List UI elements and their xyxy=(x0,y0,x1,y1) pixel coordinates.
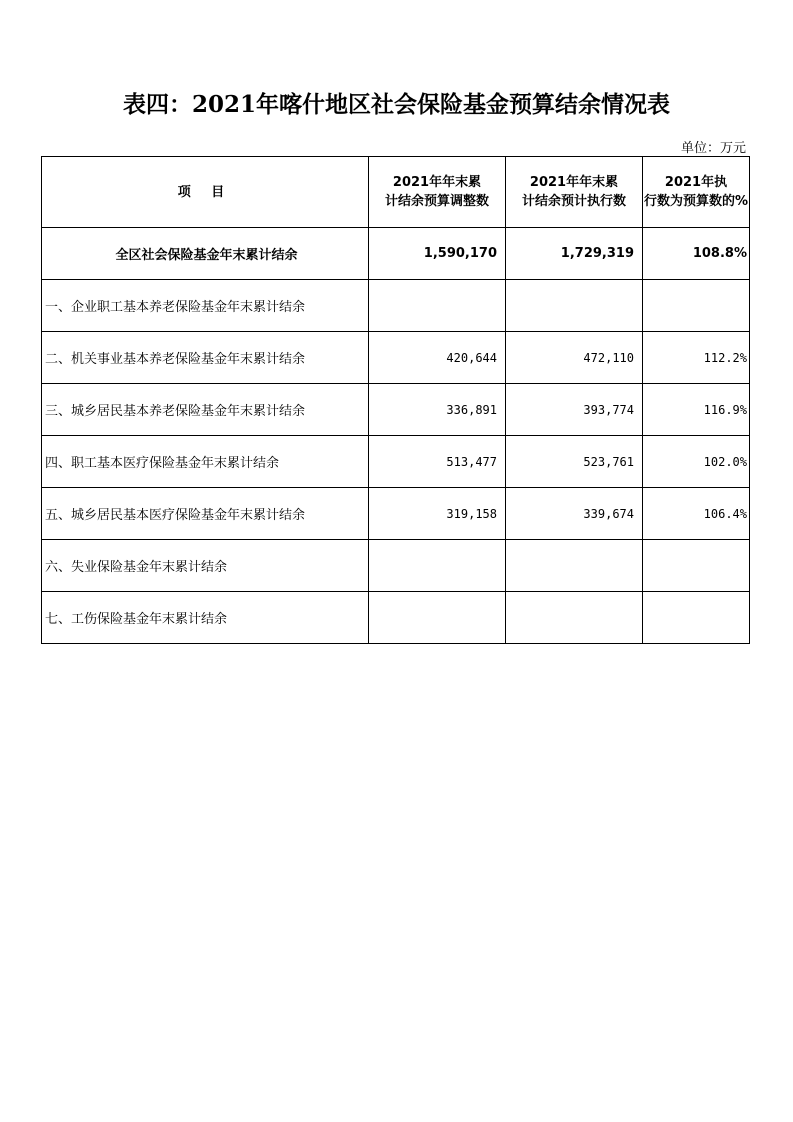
budget-balance-table xyxy=(41,156,750,644)
row-budget-adjusted xyxy=(369,592,506,644)
row-budget-adjusted: 336,891 xyxy=(369,384,506,436)
row-budget-adjusted xyxy=(369,280,506,332)
row-label: 三、城乡居民基本养老保险基金年末累计结余 xyxy=(42,384,369,436)
table-row xyxy=(42,592,750,644)
row-execution-ratio: 112.2% xyxy=(643,332,750,384)
table-row xyxy=(42,332,750,384)
table-row xyxy=(42,540,750,592)
row-budget-adjusted: 420,644 xyxy=(369,332,506,384)
row-label: 六、失业保险基金年末累计结余 xyxy=(42,540,369,592)
table-row xyxy=(42,384,750,436)
table-row xyxy=(42,280,750,332)
row-estimated-execution xyxy=(506,540,643,592)
unit-label: 单位：万元 xyxy=(680,141,746,156)
header-execution-ratio: 2021年执 行数为预算数的% xyxy=(643,157,750,228)
row-budget-adjusted: 319,158 xyxy=(369,488,506,540)
row-estimated-execution xyxy=(506,592,643,644)
table-header-row xyxy=(42,157,750,228)
row-label: 二、机关事业基本养老保险基金年末累计结余 xyxy=(42,332,369,384)
total-execution-ratio: 108.8% xyxy=(643,228,750,280)
row-estimated-execution: 339,674 xyxy=(506,488,643,540)
row-estimated-execution: 523,761 xyxy=(506,436,643,488)
table-row-total xyxy=(42,228,750,280)
row-estimated-execution: 393,774 xyxy=(506,384,643,436)
table-row xyxy=(42,436,750,488)
total-label: 全区社会保险基金年末累计结余 xyxy=(42,228,369,280)
row-execution-ratio xyxy=(643,592,750,644)
row-execution-ratio: 106.4% xyxy=(643,488,750,540)
table-row xyxy=(42,488,750,540)
header-budget-adjusted: 2021年年末累 计结余预算调整数 xyxy=(369,157,506,228)
row-label: 四、职工基本医疗保险基金年末累计结余 xyxy=(42,436,369,488)
row-label: 五、城乡居民基本医疗保险基金年末累计结余 xyxy=(42,488,369,540)
row-budget-adjusted: 513,477 xyxy=(369,436,506,488)
total-estimated-execution: 1,729,319 xyxy=(506,228,643,280)
row-execution-ratio: 102.0% xyxy=(643,436,750,488)
header-estimated-execution: 2021年年末累 计结余预计执行数 xyxy=(506,157,643,228)
header-item: 项 目 xyxy=(42,157,369,228)
row-estimated-execution xyxy=(506,280,643,332)
row-budget-adjusted xyxy=(369,540,506,592)
total-budget-adjusted: 1,590,170 xyxy=(369,228,506,280)
page-title: 表四：2021年喀什地区社会保险基金预算结余情况表 xyxy=(122,91,670,118)
row-execution-ratio: 116.9% xyxy=(643,384,750,436)
row-execution-ratio xyxy=(643,540,750,592)
row-execution-ratio xyxy=(643,280,750,332)
row-label: 一、企业职工基本养老保险基金年末累计结余 xyxy=(42,280,369,332)
row-label: 七、工伤保险基金年末累计结余 xyxy=(42,592,369,644)
row-estimated-execution: 472,110 xyxy=(506,332,643,384)
